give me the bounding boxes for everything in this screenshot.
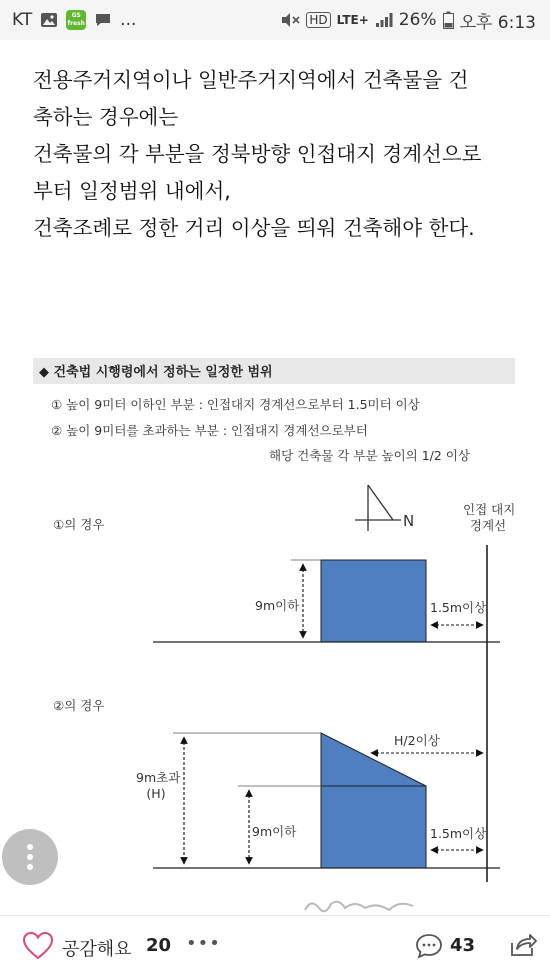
north-label: N (403, 512, 415, 530)
comment-count[interactable]: 43 (450, 935, 476, 956)
notification-more: ... (120, 10, 137, 30)
dot (27, 864, 33, 870)
figure-item-2-continued: 해당 건축물 각 부분 높이의 1/2 이상 (269, 448, 470, 463)
post-line: 축하는 경우에는 (33, 105, 179, 129)
bottom-action-bar (0, 915, 550, 979)
battery-percent: 26% (398, 10, 437, 30)
dot (27, 854, 33, 860)
clock: 오후 6:13 (459, 12, 536, 33)
post-body (33, 62, 538, 247)
case1-setback-label: 1.5m이상 (430, 600, 487, 615)
like-label[interactable]: 공감해요 (62, 939, 132, 960)
mute-icon (280, 12, 300, 28)
case2-total-height-label: 9m초과 (H) (136, 770, 181, 801)
setback-diagram (33, 350, 533, 930)
status-right (280, 0, 536, 40)
case1-building (321, 560, 426, 642)
more-options-button[interactable]: ••• (186, 933, 221, 954)
like-count[interactable]: 20 (146, 935, 172, 956)
comment-icon[interactable] (414, 932, 444, 960)
dot (27, 844, 33, 850)
gs-fresh-app-icon: GS fresh (66, 10, 86, 30)
case1-label: ①의 경우 (53, 517, 105, 532)
post-line: 전용주거지역이나 일반주거지역에서 건축물을 건 (33, 68, 469, 92)
post-line: 건축조례로 정한 거리 이상을 띄워 건축해야 한다. (33, 216, 475, 240)
case2-lower-height-label: 9m이하 (252, 824, 297, 839)
signature-watermark (305, 902, 413, 911)
case1-height-label: 9m이하 (255, 598, 300, 613)
setback-diagram-image (33, 350, 533, 930)
message-icon (94, 12, 112, 28)
carrier-label: KT (12, 10, 33, 30)
battery-icon (443, 11, 454, 29)
figure-item-2: ② 높이 9미터를 초과하는 부분 : 인접대지 경계선으로부터 (51, 423, 368, 438)
share-icon[interactable] (508, 931, 538, 959)
heart-icon[interactable] (22, 931, 54, 961)
floating-menu-button[interactable] (2, 829, 58, 885)
case2-lower-setback-label: 1.5m이상 (430, 826, 487, 841)
case2-lower-building (321, 786, 426, 868)
post-line: 건축물의 각 부분을 정북방향 인접대지 경계선으로 (33, 142, 482, 166)
north-arrow-icon (355, 485, 401, 531)
hd-voice-badge: HD (306, 12, 330, 28)
status-bar (0, 0, 550, 40)
post-line: 부터 일정범위 내에서, (33, 179, 231, 203)
boundary-label: 인접 대지 경계선 (463, 502, 516, 533)
figure-header: ◆ 건축법 시행령에서 정하는 일정한 범위 (33, 358, 515, 384)
case2-label: ②의 경우 (53, 698, 105, 713)
network-type: LTE+ (336, 13, 369, 27)
gallery-icon (40, 12, 58, 28)
case2-upper-setback-label: H/2이상 (394, 733, 440, 748)
status-left (12, 0, 136, 40)
figure-item-1: ① 높이 9미터 이하인 부분 : 인접대지 경계선으로부터 1.5미터 이상 (51, 397, 420, 412)
signal-icon (375, 12, 393, 28)
